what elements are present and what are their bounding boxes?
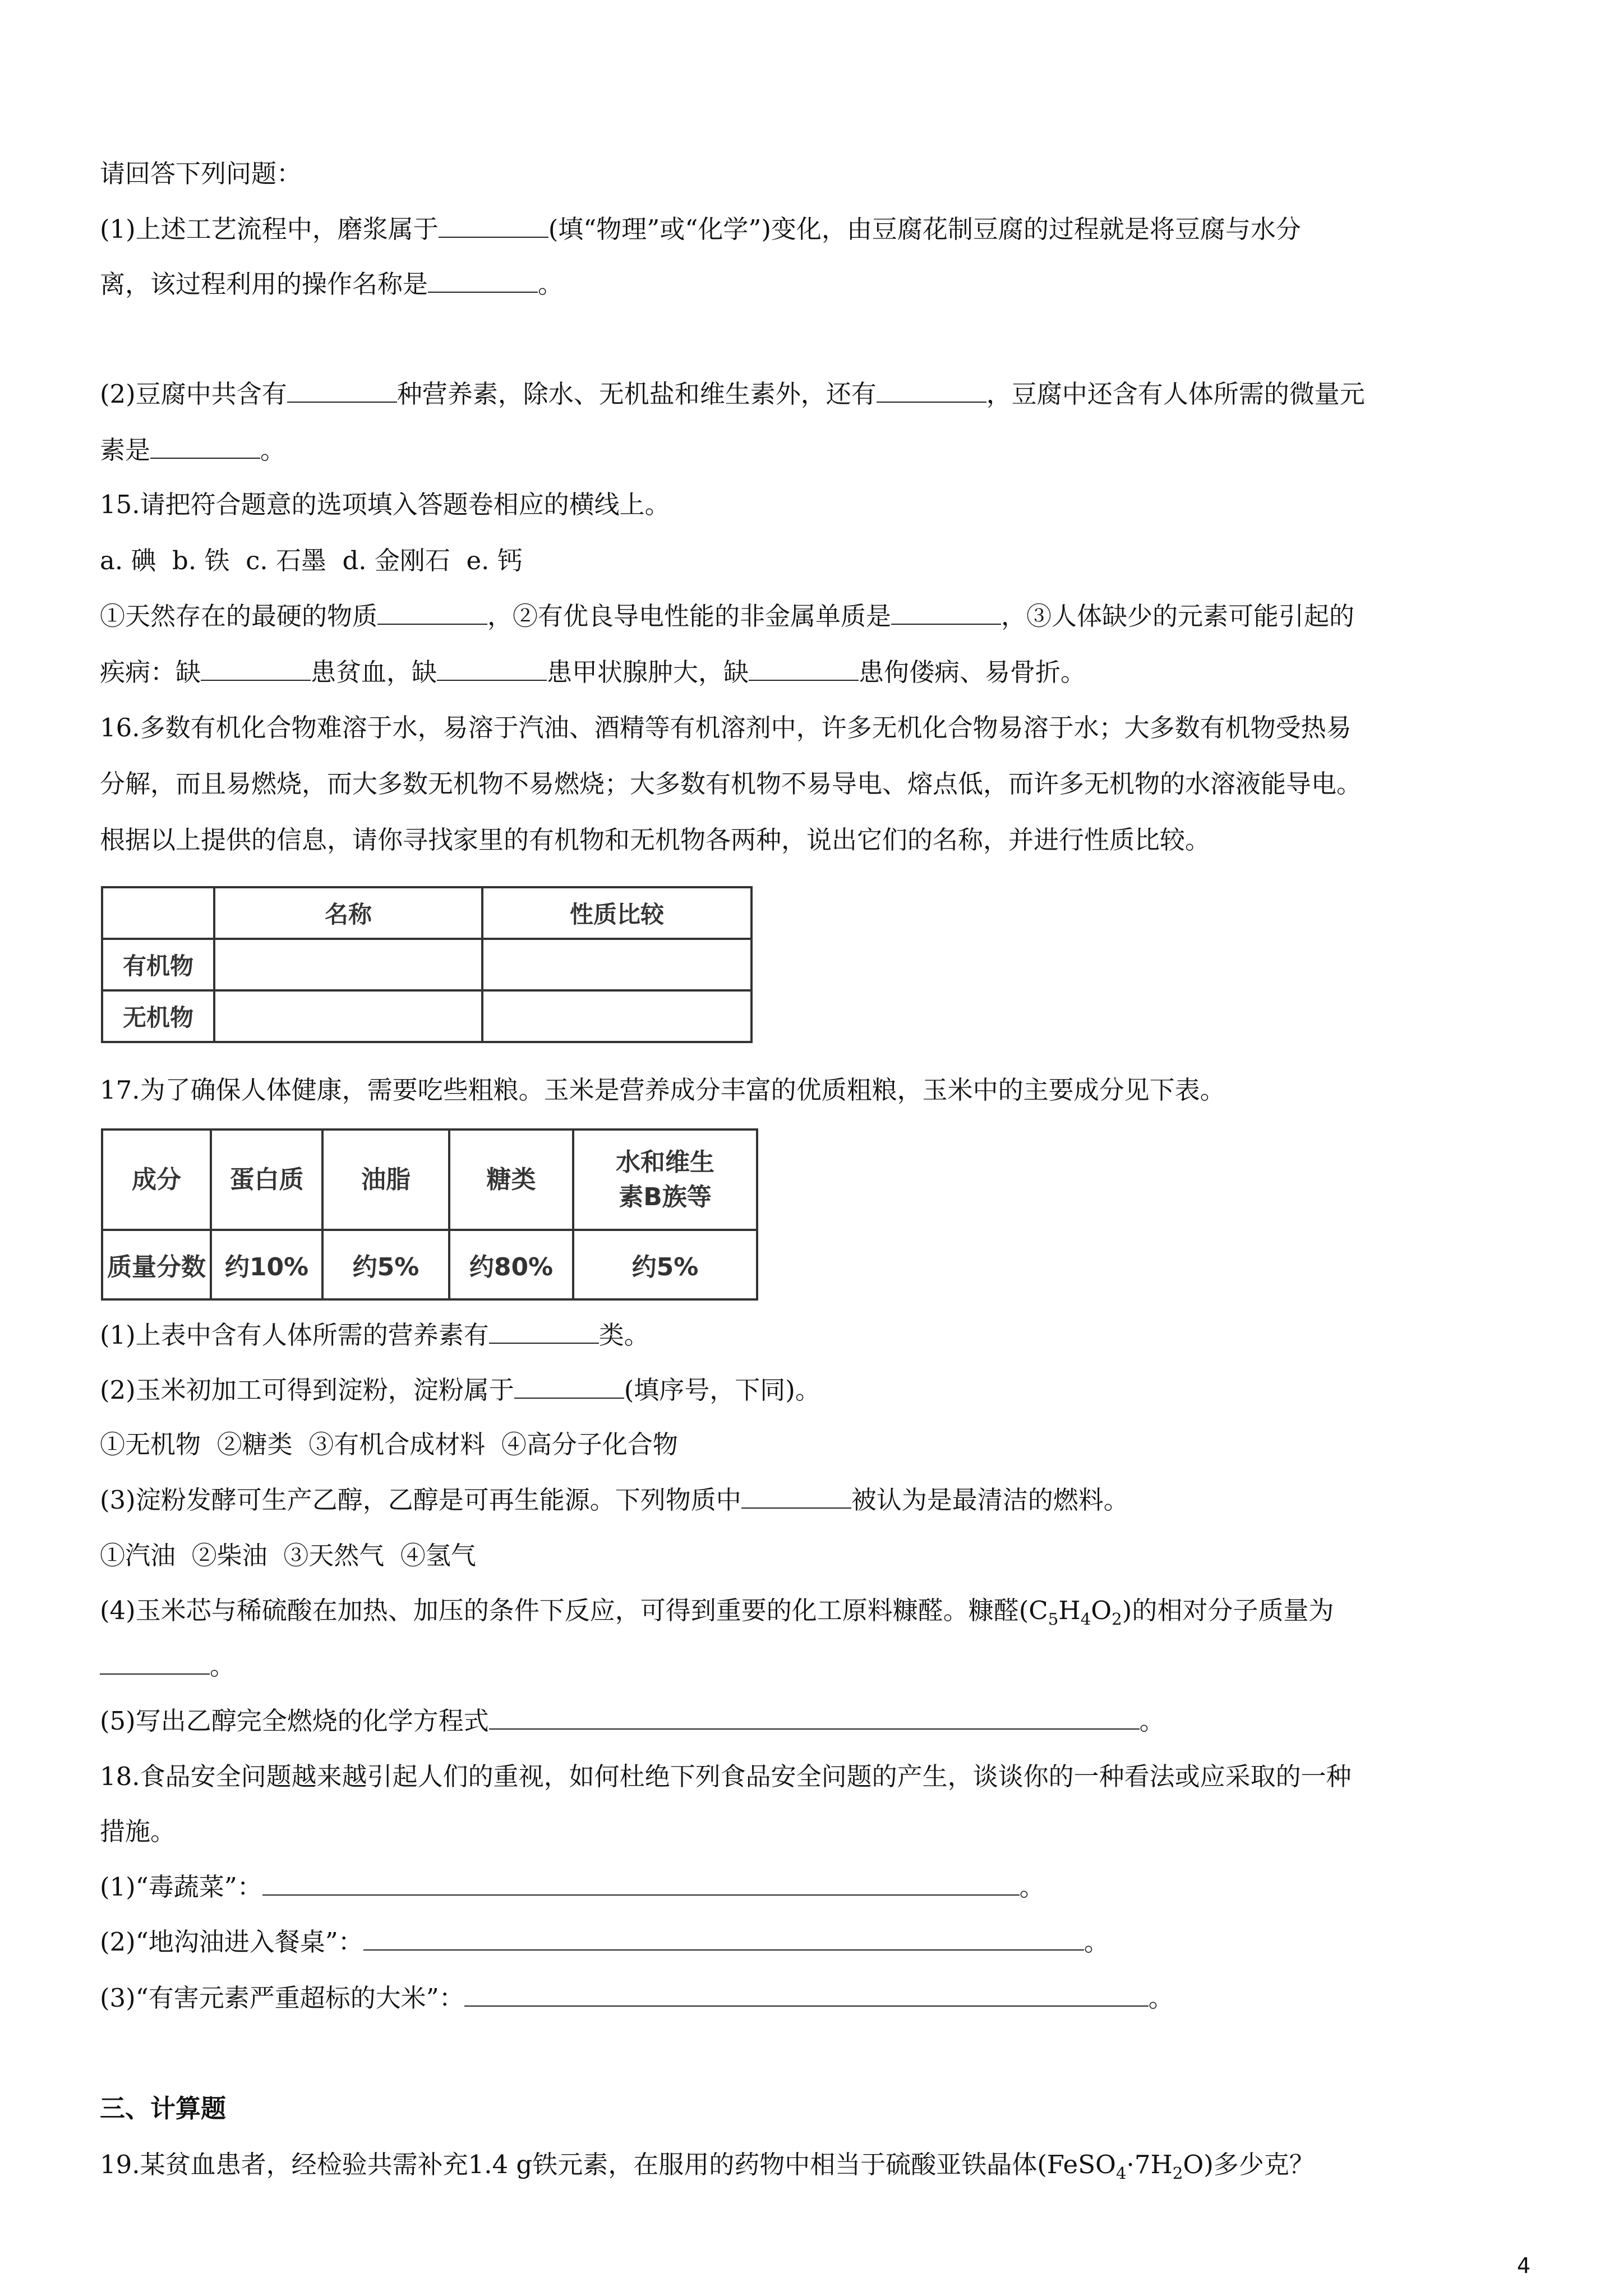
table-header-cell: 成分	[102, 1129, 211, 1230]
answer-blank[interactable]	[201, 655, 311, 681]
q17-part2-options: ①无机物 ②糖类 ③有机合成材料 ④高分子化合物	[100, 1430, 678, 1459]
section-heading: 三、计算题	[100, 2094, 227, 2123]
answer-blank[interactable]	[363, 1925, 1084, 1951]
q17-part3-options: ①汽油 ②柴油 ③天然气 ④氢气	[100, 1541, 476, 1570]
q19-line: 19.某贫血患者，经检验共需补充1.4 g铁元素，在服用的药物中相当于硫酸亚铁晶体$(FeSO_4\cdot 7H_2O)$多少克？	[100, 2150, 1315, 2183]
q18-part3: (3)“有害元素严重超标的大米”： 。	[100, 1981, 1174, 2015]
table-header-cell: 水和维生 素B族等	[573, 1129, 757, 1230]
table-header-cell: 油脂	[322, 1129, 449, 1230]
table-header-cell: 名称	[214, 887, 482, 939]
q16-line1: 16.多数有机化合物难溶于水，易溶于汽油、酒精等有机溶剂中，许多无机化合物易溶于水；大多数有机物受热易	[100, 713, 1352, 743]
q17-part3: (3)淀粉发酵可生产乙醇，乙醇是可再生能源。下列物质中 被认为是最清洁的燃料。	[100, 1483, 1129, 1517]
q17-part5: (5)写出乙醇完全燃烧的化学方程式 。	[100, 1704, 1165, 1738]
organic-inorganic-table	[101, 886, 753, 1043]
q16-line3: 根据以上提供的信息，请你寻找家里的有机物和无机物各两种，说出它们的名称，并进行性质比较。	[100, 825, 1211, 855]
q18-line1: 18.食品安全问题越来越引起人们的重视，如何杜绝下列食品安全问题的产生，谈谈你的一种看法或应采取的一种	[100, 1762, 1352, 1791]
q16-line2: 分解，而且易燃烧，而大多数无机物不易燃烧；大多数有机物不易导电、熔点低，而许多无机物的水溶液能导电。	[100, 769, 1362, 799]
q14-part2-line1: (2)豆腐中共含有 种营养素，除水、无机盐和维生素外，还有 ，豆腐中还含有人体所需的微量元	[100, 377, 1365, 411]
q17-part4-line1: (4)玉米芯与稀硫酸在加热、加压的条件下反应，可得到重要的化工原料糠醛。糠醛$(C_5H_4O_2)$的相对分子质量为	[100, 1596, 1334, 1629]
answer-blank[interactable]	[489, 1318, 599, 1344]
answer-cell[interactable]	[482, 939, 751, 990]
answer-blank[interactable]	[287, 377, 397, 403]
q14-part1-line1: (1)上述工艺流程中，磨浆属于 (填“物理”或“化学”)变化，由豆腐花制豆腐的过程就是将豆腐与水分	[100, 212, 1301, 246]
q15-line2: 疾病：缺 患贫血，缺 患甲状腺肿大，缺 患佝偻病、易骨折。	[100, 655, 1086, 689]
q14-part1-line2: 离，该过程利用的操作名称是 。	[100, 267, 563, 301]
table-cell: 约80%	[449, 1230, 573, 1299]
answer-blank[interactable]	[428, 267, 538, 293]
answer-blank[interactable]	[749, 655, 859, 681]
table-cell: 约5%	[322, 1230, 449, 1299]
q18-line2: 措施。	[100, 1816, 176, 1846]
table-header-cell	[102, 887, 214, 939]
q14-part2-line2: 素是 。	[100, 433, 285, 467]
q17-part1: (1)上表中含有人体所需的营养素有 类。	[100, 1318, 649, 1352]
answer-blank[interactable]	[262, 1870, 1020, 1896]
answer-blank[interactable]	[150, 433, 260, 459]
row-label: 质量分数	[102, 1230, 211, 1299]
answer-blank[interactable]	[100, 1649, 210, 1675]
table-cell: 约5%	[573, 1230, 757, 1299]
prompt-line: 请回答下列问题：	[100, 159, 302, 188]
answer-cell[interactable]	[482, 990, 751, 1042]
row-label: 无机物	[102, 990, 214, 1042]
answer-blank[interactable]	[437, 655, 547, 681]
answer-blank[interactable]	[891, 599, 1001, 625]
answer-blank[interactable]	[464, 1981, 1149, 2007]
answer-blank[interactable]	[877, 377, 986, 403]
table-cell: 约10%	[211, 1230, 322, 1299]
answer-blank[interactable]	[377, 599, 487, 625]
q15-line1: ①天然存在的最硬的物质 ，②有优良导电性能的非金属单质是 ，③人体缺少的元素可能引起的	[100, 599, 1354, 633]
answer-blank[interactable]	[741, 1483, 851, 1509]
q15-stem: 15.请把符合题意的选项填入答题卷相应的横线上。	[100, 490, 670, 519]
q17-stem: 17.为了确保人体健康，需要吃些粗粮。玉米是营养成分丰富的优质粗粮，玉米中的主要成分见下表。	[100, 1075, 1225, 1105]
table-header-cell: 糖类	[449, 1129, 573, 1230]
answer-blank[interactable]	[514, 1373, 624, 1399]
table-header-cell: 蛋白质	[211, 1129, 322, 1230]
q15-options: a. 碘 b. 铁 c. 石墨 d. 金刚石 e. 钙	[100, 546, 523, 575]
corn-composition-table	[101, 1128, 758, 1301]
q17-part2: (2)玉米初加工可得到淀粉，淀粉属于 (填序号，下同)。	[100, 1373, 820, 1407]
q18-part1: (1)“毒蔬菜”： 。	[100, 1870, 1045, 1904]
answer-cell[interactable]	[214, 990, 482, 1042]
answer-cell[interactable]	[214, 939, 482, 990]
answer-blank[interactable]	[439, 212, 548, 238]
q17-part4-line2: 。	[100, 1649, 235, 1683]
row-label: 有机物	[102, 939, 214, 990]
table-header-cell: 性质比较	[482, 887, 751, 939]
q18-part2: (2)“地沟油进入餐桌”： 。	[100, 1925, 1109, 1959]
answer-blank[interactable]	[489, 1704, 1140, 1730]
page-number: 4	[1516, 2253, 1530, 2278]
